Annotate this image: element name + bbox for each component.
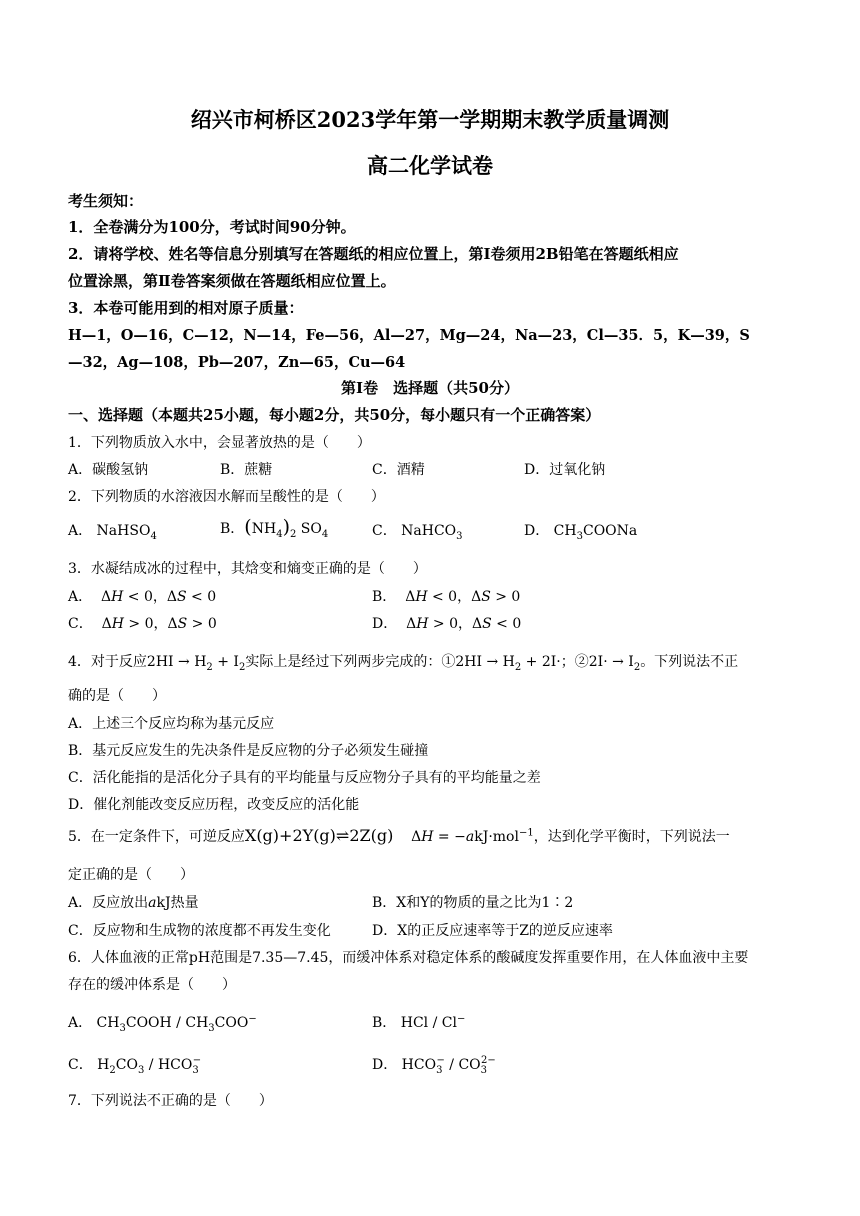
- q1-option-c: C．酒精: [372, 462, 425, 478]
- notice-item-1: 1．全卷满分为100分，考试时间90分钟。: [68, 218, 356, 236]
- q6-stem-line1: 6．人体血液的正常pH范围是7.35—7.45，而缓冲体系对稳定体系的酸碱度发挥重要作用，在人体血液中主要: [68, 950, 749, 966]
- q6-option-c: C． $H_2CO_3 / HCO_3^-$: [68, 1055, 202, 1076]
- q2-option-c: C． NaHCO$_3$: [372, 523, 463, 542]
- q5-option-d: D．X的正反应速率等于Z的逆反应速率: [372, 923, 613, 939]
- q6-option-b: B． HCl / Cl−: [372, 1013, 466, 1031]
- atomic-masses-line1: H—1，O—16，C—12，N—14，Fe—56，Al—27，Mg—24，Na—23，Cl—35．5，K—39，S: [68, 327, 750, 344]
- q2-option-a: A． NaHSO$_4$: [68, 523, 157, 542]
- notice-item-2-line1: 2．请将学校、姓名等信息分别填写在答题纸的相应位置上，第Ⅰ卷须用2B铅笔在答题纸相应: [68, 245, 679, 263]
- q3-option-a: A． ΔH < 0，ΔS < 0: [68, 589, 217, 605]
- q6-option-d: D． $HCO_3^- / CO_3^{2-}$: [372, 1055, 496, 1076]
- q1-stem: 1．下列物质放入水中，会显著放热的是（ ）: [68, 435, 371, 451]
- section-title: 第Ⅰ卷 选择题（共50分）: [341, 379, 519, 397]
- q6-stem-line2: 存在的缓冲体系是（ ）: [68, 977, 236, 993]
- q4-option-d: D．催化剂能改变反应历程，改变反应的活化能: [68, 797, 360, 813]
- notice-item-3: 3．本卷可能用到的相对原子质量：: [68, 299, 304, 317]
- exam-subtitle: 高二化学试卷: [367, 153, 493, 178]
- q6-option-a: A． $CH_3COOH / CH_3COO^-$: [68, 1013, 257, 1034]
- q3-stem: 3．水凝结成冰的过程中，其焓变和熵变正确的是（ ）: [68, 561, 427, 577]
- exam-title: 绍兴市柯桥区2023学年第一学期期末教学质量调测: [190, 107, 670, 132]
- notice-heading: 考生须知：: [68, 192, 144, 210]
- q4-stem-prefix: 4．对于反应: [68, 654, 147, 670]
- q5-stem-line1: 5．在一定条件下，可逆反应X(g)+2Y(g)⇌2Z(g) ΔH = −akJ·mol$^{-1}$，达到化学平衡时，下列说法一: [68, 826, 730, 845]
- q1-option-a: A．碳酸氢钠: [68, 462, 149, 478]
- q4-option-c: C．活化能指的是活化分子具有的平均能量与反应物分子具有的平均能量之差: [68, 770, 541, 786]
- q3-option-d: D． ΔH > 0，ΔS < 0: [372, 616, 522, 632]
- q5-stem-prefix: 5．在一定条件下，可逆反应: [68, 829, 245, 845]
- q4-stem-mid1: 实际上是经过下列两步完成的：①: [245, 654, 456, 670]
- q1-option-b: B．蔗糖: [220, 462, 273, 478]
- q4-stem-mid2: ；②: [560, 654, 589, 670]
- section-instruction: 一、选择题（本题共25小题，每小题2分，共50分，每小题只有一个正确答案）: [68, 406, 601, 424]
- q1-option-d: D．过氧化钠: [524, 462, 606, 478]
- q7-stem: 7．下列说法不正确的是（ ）: [68, 1093, 273, 1109]
- q4-stem-line1: 4．对于反应$2HI \to H_2 + I_2$实际上是经过下列两步完成的：①2HI → $H_2 + 2I\cdot$；②2I· → $I_2$。下列说法不正: [68, 654, 739, 673]
- q2-option-b: B．$(NH_4)_2$ $SO_4$: [220, 516, 329, 540]
- q5-option-c: C．反应物和生成物的浓度都不再发生变化: [68, 923, 331, 939]
- q2-stem: 2．下列物质的水溶液因水解而呈酸性的是（ ）: [68, 489, 385, 505]
- atomic-masses-line2: —32，Ag—108，Pb—207，Zn—65，Cu—64: [68, 354, 406, 371]
- q4-stem-line2: 确的是（ ）: [68, 688, 166, 704]
- q4-option-a: A．上述三个反应均称为基元反应: [68, 716, 275, 732]
- q5-stem-line2: 定正确的是（ ）: [68, 867, 194, 883]
- q4-option-b: B．基元反应发生的先决条件是反应物的分子必须发生碰撞: [68, 743, 429, 759]
- q3-option-b: B． ΔH < 0，ΔS > 0: [372, 589, 521, 605]
- q5-stem-suffix: ，达到化学平衡时，下列说法一: [533, 829, 730, 845]
- q5-option-a: A．反应放出akJ热量: [68, 895, 199, 911]
- notice-item-2-line2: 位置涂黑，第Ⅱ卷答案须做在答题纸相应位置上。: [68, 272, 396, 290]
- q3-option-c: C． ΔH > 0，ΔS > 0: [68, 616, 217, 632]
- q4-stem-suffix: 。下列说法不正: [640, 654, 739, 670]
- q5-option-b: B．X和Y的物质的量之比为1∶2: [372, 895, 574, 911]
- q2-option-d: D． $CH_3COONa$: [524, 523, 638, 542]
